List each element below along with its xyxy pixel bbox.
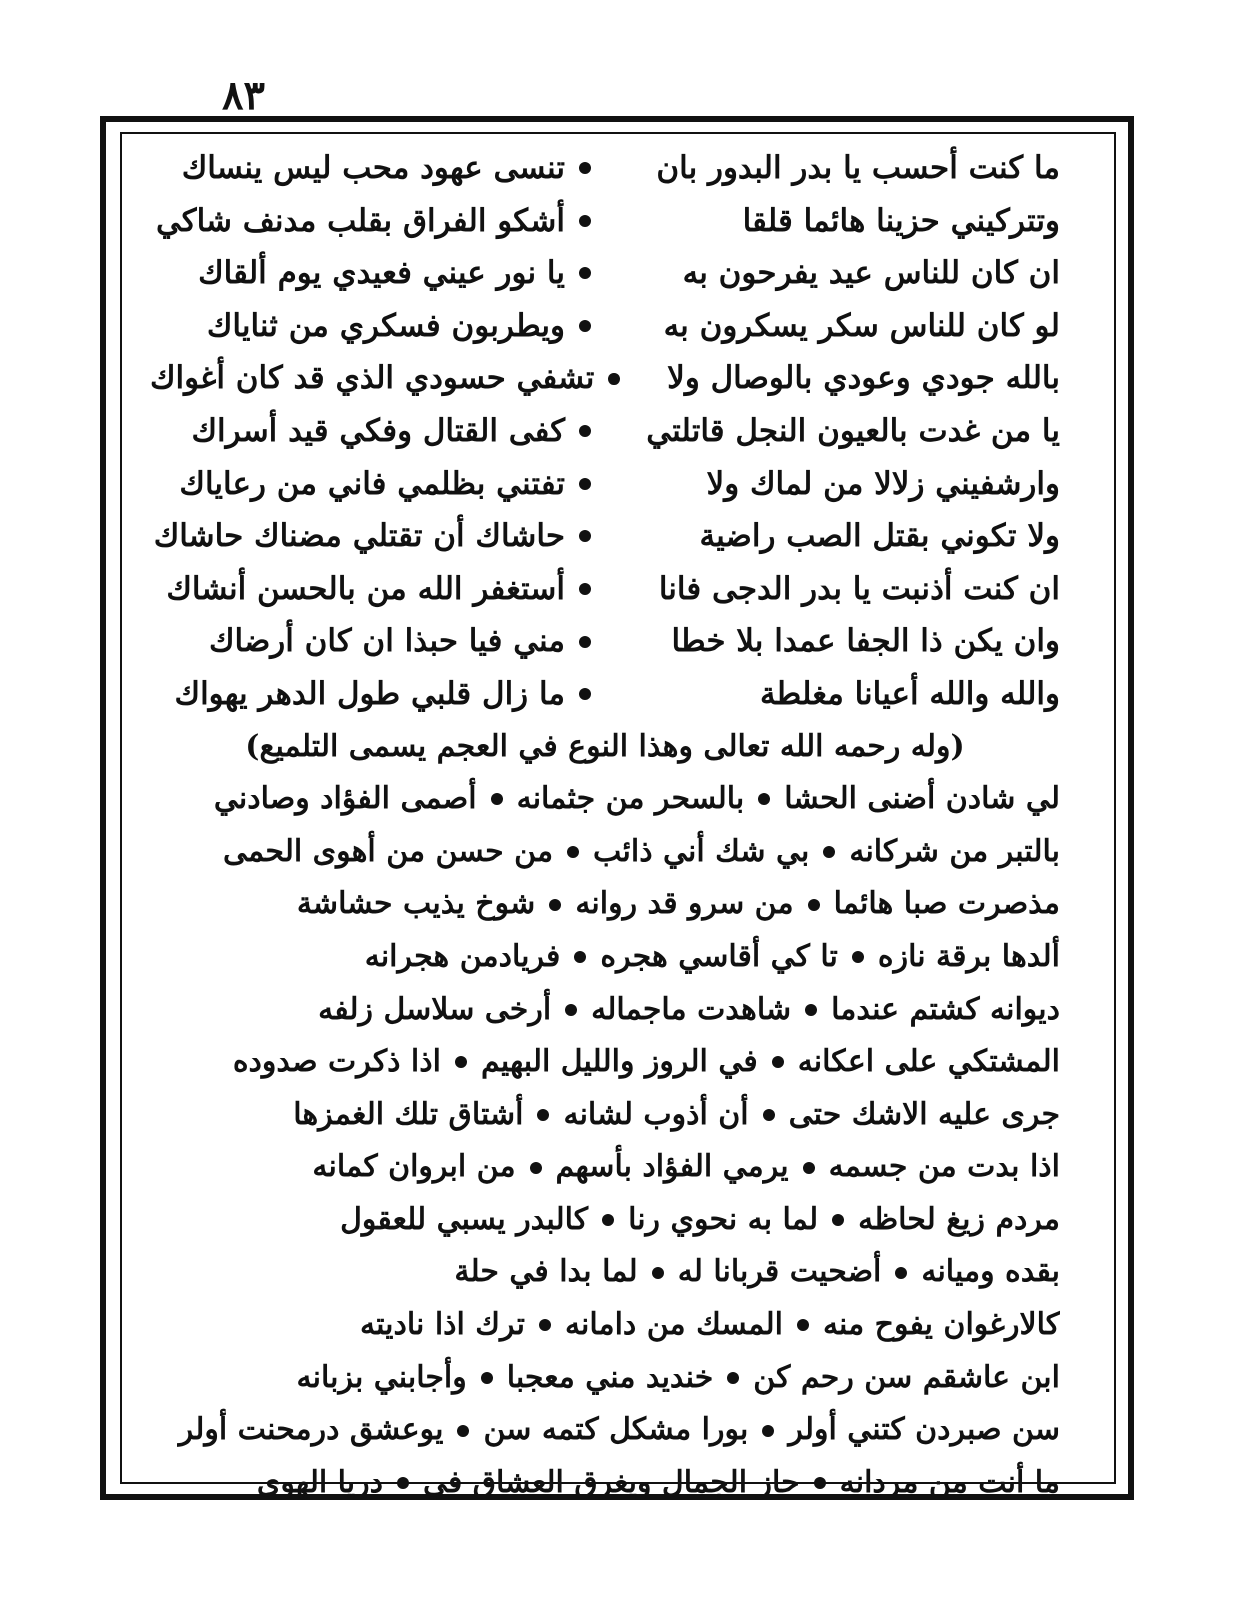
verse-separator-dot (763, 1109, 775, 1121)
verse-separator-dot (481, 1372, 493, 1384)
verse-separator-dot (814, 1477, 826, 1489)
hemistich: أصمى الفؤاد وصادني (213, 781, 477, 817)
hemistich: حاشاك أن تقتلي مضناك حاشاك (153, 518, 565, 555)
verse-separator-dot (579, 425, 591, 437)
hemistich: أستغفر الله من بالحسن أنشاك (166, 570, 565, 607)
verse-line (150, 1194, 1060, 1247)
verse-separator-dot (579, 688, 591, 700)
hemistich: المسك من دامانه (564, 1307, 783, 1343)
hemistich: بالتبر من شركانه (849, 833, 1060, 869)
verse-line (150, 878, 1060, 931)
verse-line (150, 1036, 1060, 1089)
poem-section-2 (150, 773, 1060, 1509)
hemistich: كالارغوان يفوح منه (822, 1307, 1060, 1343)
hemistich: ان كان للناس عيد يفرحون به (682, 255, 1060, 292)
verse-separator-dot (539, 1319, 551, 1331)
verse-separator-dot (579, 478, 591, 490)
verse-separator-dot (797, 1319, 809, 1331)
hemistich: كفى القتال وفكي قيد أسراك (191, 412, 565, 449)
hemistich: أشتاق تلك الغمزها (293, 1096, 524, 1132)
hemistich: فريادمن هجرانه (364, 938, 561, 974)
verse-line (150, 615, 1060, 668)
verse-separator-dot (397, 1477, 409, 1489)
verse-line (150, 1404, 1060, 1457)
hemistich: تنسى عهود محب ليس ينساك (181, 150, 565, 186)
hemistich: من ابروان كمانه (312, 1149, 516, 1185)
hemistich: اذا بدت من جسمه (828, 1149, 1060, 1185)
verse-separator-dot (608, 373, 619, 385)
hemistich: اذا ذكرت صدوده (232, 1044, 441, 1080)
hemistich: أضحيت قربانا له (677, 1254, 882, 1290)
verse-line (150, 1089, 1060, 1142)
hemistich: ما كنت أحسب يا بدر البدور بان (656, 150, 1060, 186)
verse-separator-dot (574, 951, 586, 963)
hemistich: كالبدر يسبي للعقول (340, 1201, 589, 1237)
verse-line (150, 142, 1060, 195)
poem-text (150, 142, 1060, 1509)
verse-line (150, 931, 1060, 984)
verse-separator-dot (762, 1425, 774, 1437)
verse-separator-dot (455, 1056, 467, 1068)
verse-separator-dot (803, 1162, 815, 1174)
verse-line (150, 1141, 1060, 1194)
verse-separator-dot (491, 793, 503, 805)
verse-separator-dot (579, 267, 591, 279)
hemistich: بي شك أني ذائب (593, 833, 810, 869)
hemistich: وتتركيني حزينا هائما قلقا (742, 202, 1060, 239)
verse-line (150, 826, 1060, 879)
verse-separator-dot (549, 899, 561, 911)
hemistich: أرخى سلاسل زلفه (318, 991, 552, 1027)
hemistich: وان يكن ذا الجفا عمدا بلا خطا (671, 623, 1060, 660)
hemistich: والله والله أعيانا مغلطة (759, 675, 1060, 712)
verse-line (150, 247, 1060, 300)
verse-separator-dot (567, 846, 579, 858)
verse-separator-dot (537, 1109, 549, 1121)
hemistich: تفتني بظلمي فاني من رعاياك (179, 465, 565, 502)
hemistich: ما زال قلبي طول الدهر يهواك (174, 675, 565, 712)
verse-line (150, 458, 1060, 511)
verse-separator-dot (579, 636, 591, 648)
hemistich: تا كي أقاسي هجره (600, 938, 838, 974)
hemistich: جرى عليه الاشك حتى (788, 1096, 1060, 1132)
hemistich: لو كان للناس سكر يسكرون به (663, 307, 1060, 344)
hemistich: يرمي الفؤاد بأسهم (555, 1149, 789, 1185)
verse-separator-dot (457, 1425, 469, 1437)
page-number: ٨٣ (222, 72, 265, 119)
hemistich: مني فيا حبذا ان كان أرضاك (208, 623, 565, 660)
verse-separator-dot (832, 1214, 844, 1226)
verse-line (150, 510, 1060, 563)
hemistich: لما به نحوي رنا (628, 1201, 819, 1237)
hemistich: من سرو قد روانه (575, 886, 794, 922)
hemistich: ديوانه كشتم عندما (831, 991, 1060, 1027)
hemistich: من حسن من أهوى الحمى (222, 833, 554, 869)
verse-separator-dot (758, 793, 770, 805)
hemistich: شوخ يذيب حشاشة (296, 886, 536, 922)
hemistich: يوعشق درمحنت أولر (178, 1412, 444, 1448)
verse-separator-dot (652, 1267, 664, 1279)
verse-separator-dot (579, 583, 591, 595)
hemistich: أن أذوب لشانه (563, 1096, 749, 1132)
hemistich: أشكو الفراق بقلب مدنف شاكي (155, 202, 565, 239)
poem-section-1 (150, 142, 1060, 721)
hemistich: شاهدت ماجماله (591, 991, 792, 1027)
verse-line (150, 1246, 1060, 1299)
verse-line (150, 1352, 1060, 1405)
verse-line (150, 563, 1060, 616)
verse-line (150, 405, 1060, 458)
verse-line (150, 352, 1060, 405)
verse-separator-dot (579, 162, 591, 174)
hemistich: دريا الهوى (256, 1464, 383, 1500)
verse-separator-dot (602, 1214, 614, 1226)
hemistich: لما بدا في حلة (454, 1254, 638, 1290)
hemistich: ما أنت من مردانه (839, 1464, 1060, 1500)
verse-separator-dot (579, 320, 591, 332)
hemistich: ان كنت أذنبت يا بدر الدجى فانا (658, 570, 1060, 607)
hemistich: لي شادن أضنى الحشا (784, 781, 1060, 817)
verse-line (150, 300, 1060, 353)
hemistich: المشتكي على اعكانه (797, 1044, 1060, 1080)
hemistich: وأجابني بزبانه (296, 1359, 467, 1395)
hemistich: سن صبردن كتني أولر (788, 1412, 1060, 1448)
hemistich: بقده وميانه (921, 1254, 1060, 1290)
verse-line (150, 668, 1060, 721)
hemistich: بورا مشكل كتمه سن (483, 1412, 749, 1448)
hemistich: ابن عاشقم سن رحم كن (753, 1359, 1060, 1395)
verse-separator-dot (565, 1004, 577, 1016)
verse-separator-dot (772, 1056, 784, 1068)
hemistich: يا من غدت بالعيون النجل قاتلتي (646, 412, 1060, 449)
verse-line (150, 773, 1060, 826)
verse-separator-dot (530, 1162, 542, 1174)
verse-separator-dot (805, 1004, 817, 1016)
section-heading: (وله رحمه الله تعالى وهذا النوع في العجم يسمى التلميع) (245, 728, 965, 764)
verse-separator-dot (808, 899, 820, 911)
hemistich: بالسحر من جثمانه (516, 781, 745, 817)
hemistich: في الروز والليل البهيم (480, 1044, 758, 1080)
hemistich: ويطربون فسكري من ثناياك (206, 307, 565, 344)
verse-separator-dot (579, 215, 591, 227)
hemistich: مذصرت صبا هائما (833, 886, 1060, 922)
hemistich: يا نور عيني فعيدي يوم ألقاك (198, 255, 565, 292)
hemistich: خنديد مني معجبا (506, 1359, 714, 1395)
verse-line (150, 1299, 1060, 1352)
hemistich: ألدها برقة نازه (877, 938, 1060, 974)
hemistich: وارشفيني زلالا من لماك ولا (706, 465, 1060, 502)
verse-separator-dot (579, 530, 591, 542)
verse-separator-dot (823, 846, 835, 858)
verse-separator-dot (727, 1372, 739, 1384)
hemistich: بالله جودي وعودي بالوصال ولا (667, 360, 1060, 397)
verse-separator-dot (852, 951, 864, 963)
hemistich: مردم زيغ لحاظه (858, 1201, 1060, 1237)
hemistich: ترك اذا ناديته (360, 1307, 525, 1343)
verse-separator-dot (895, 1267, 907, 1279)
verse-line (150, 195, 1060, 248)
hemistich: تشفي حسودي الذي قد كان أغواك (150, 360, 595, 397)
hemistich: ولا تكوني بقتل الصب راضية (699, 518, 1060, 555)
verse-line (150, 1457, 1060, 1510)
verse-line (150, 984, 1060, 1037)
hemistich: حاز الجمال ويغرق العشاق في (422, 1464, 800, 1500)
